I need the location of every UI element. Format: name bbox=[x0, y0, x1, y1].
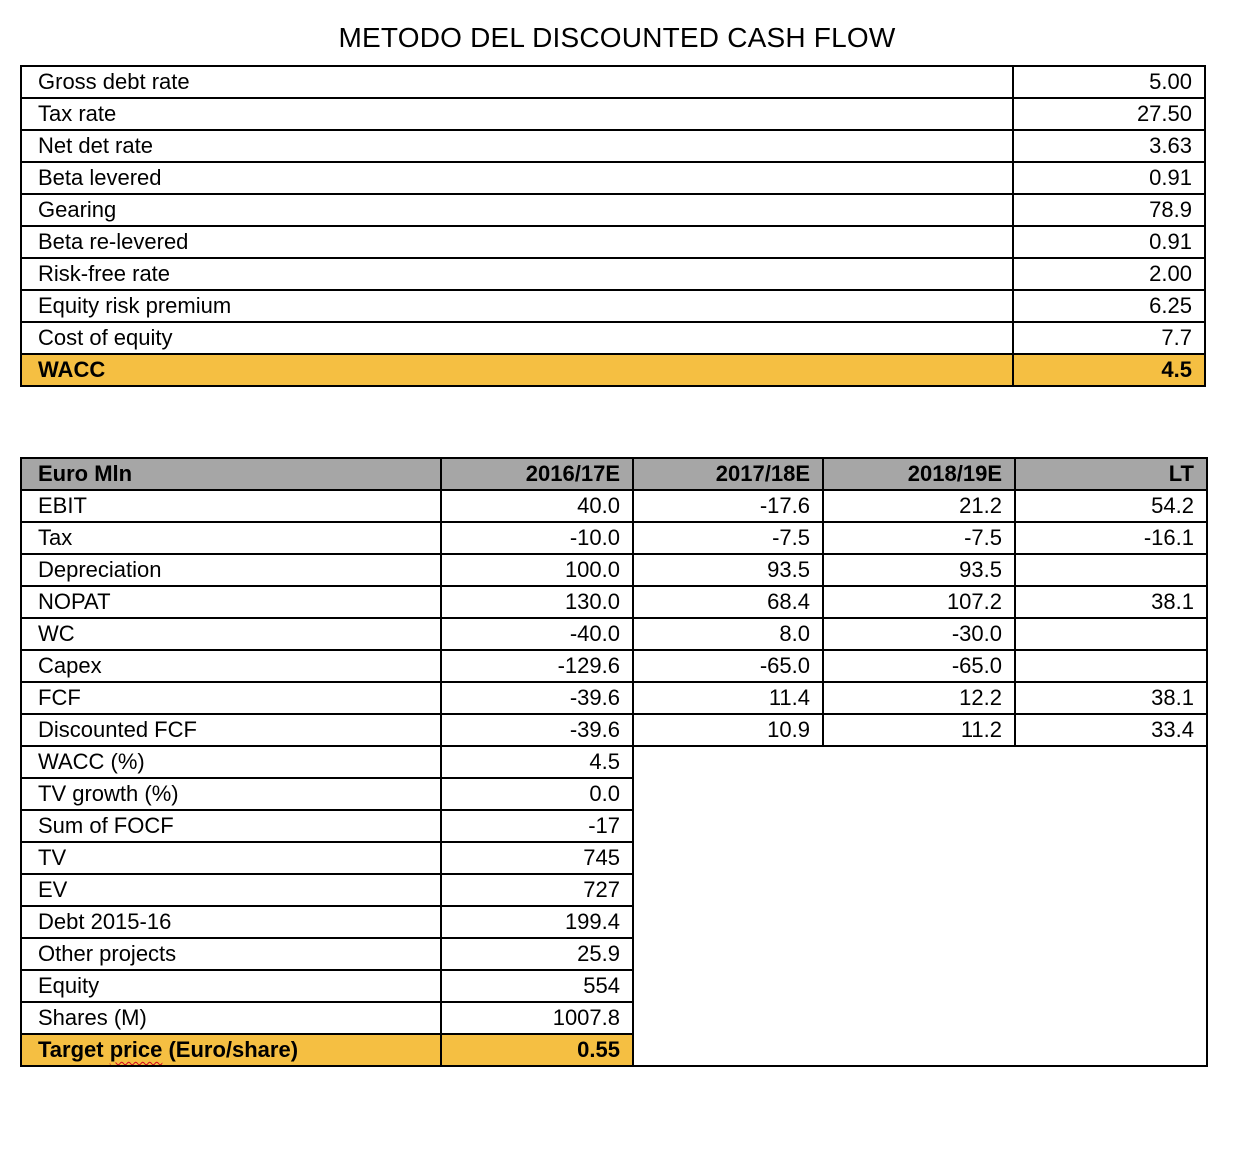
summary-row bbox=[21, 842, 1207, 874]
row-label: Tax rate bbox=[21, 98, 1013, 130]
empty-cell bbox=[633, 1002, 1015, 1034]
dcf-table bbox=[20, 457, 1208, 1067]
column-header: Euro Mln bbox=[21, 458, 441, 490]
cell-value: 93.5 bbox=[823, 554, 1015, 586]
summary-row bbox=[21, 746, 1207, 778]
cell-value: 745 bbox=[441, 842, 633, 874]
row-value: 27.50 bbox=[1013, 98, 1205, 130]
table-row bbox=[21, 490, 1207, 522]
summary-row bbox=[21, 938, 1207, 970]
table-row bbox=[21, 586, 1207, 618]
cell-value: -16.1 bbox=[1015, 522, 1207, 554]
table-row bbox=[21, 290, 1205, 322]
summary-row bbox=[21, 1002, 1207, 1034]
cell-value: 11.4 bbox=[633, 682, 823, 714]
row-label: Depreciation bbox=[21, 554, 441, 586]
cell-value: -17 bbox=[441, 810, 633, 842]
table-row bbox=[21, 226, 1205, 258]
row-label: Cost of equity bbox=[21, 322, 1013, 354]
empty-cell bbox=[1015, 810, 1207, 842]
empty-cell bbox=[1015, 746, 1207, 778]
row-value: 3.63 bbox=[1013, 130, 1205, 162]
wacc-table bbox=[20, 65, 1206, 387]
table-header-row bbox=[21, 458, 1207, 490]
table-row bbox=[21, 322, 1205, 354]
table-row bbox=[21, 554, 1207, 586]
cell-value bbox=[1015, 554, 1207, 586]
row-label: Debt 2015-16 bbox=[21, 906, 441, 938]
cell-value bbox=[1015, 650, 1207, 682]
column-header: LT bbox=[1015, 458, 1207, 490]
target-price-label bbox=[21, 1034, 441, 1066]
cell-value: 12.2 bbox=[823, 682, 1015, 714]
empty-cell bbox=[1015, 778, 1207, 810]
empty-cell bbox=[1015, 938, 1207, 970]
table-row bbox=[21, 162, 1205, 194]
empty-cell bbox=[1015, 1034, 1207, 1066]
cell-value: 130.0 bbox=[441, 586, 633, 618]
row-label: WC bbox=[21, 618, 441, 650]
cell-value: 68.4 bbox=[633, 586, 823, 618]
cell-value bbox=[1015, 618, 1207, 650]
table-row bbox=[21, 66, 1205, 98]
cell-value: -129.6 bbox=[441, 650, 633, 682]
summary-row bbox=[21, 778, 1207, 810]
cell-value: 54.2 bbox=[1015, 490, 1207, 522]
table-row bbox=[21, 618, 1207, 650]
cell-value: 100.0 bbox=[441, 554, 633, 586]
cell-value: 554 bbox=[441, 970, 633, 1002]
target-price-value: 0.55 bbox=[441, 1034, 633, 1066]
row-label: EBIT bbox=[21, 490, 441, 522]
empty-cell bbox=[1015, 874, 1207, 906]
row-label: Equity risk premium bbox=[21, 290, 1013, 322]
row-value: 2.00 bbox=[1013, 258, 1205, 290]
row-label: Discounted FCF bbox=[21, 714, 441, 746]
cell-value: -65.0 bbox=[823, 650, 1015, 682]
spellcheck-flagged-word: price bbox=[109, 1037, 163, 1062]
cell-value: -17.6 bbox=[633, 490, 823, 522]
row-value: 0.91 bbox=[1013, 226, 1205, 258]
column-header: 2017/18E bbox=[633, 458, 823, 490]
table-row bbox=[21, 522, 1207, 554]
label-word: (Euro/share) bbox=[168, 1037, 299, 1062]
row-label: Capex bbox=[21, 650, 441, 682]
row-label: WACC (%) bbox=[21, 746, 441, 778]
table-row bbox=[21, 98, 1205, 130]
cell-value: 38.1 bbox=[1015, 682, 1207, 714]
label-word: Target bbox=[38, 1037, 104, 1062]
empty-cell bbox=[1015, 1002, 1207, 1034]
empty-cell bbox=[633, 1034, 1015, 1066]
cell-value: -30.0 bbox=[823, 618, 1015, 650]
row-value: 7.7 bbox=[1013, 322, 1205, 354]
cell-value: 11.2 bbox=[823, 714, 1015, 746]
row-value: 6.25 bbox=[1013, 290, 1205, 322]
row-label: WACC bbox=[21, 354, 1013, 386]
cell-value: -40.0 bbox=[441, 618, 633, 650]
cell-value: 10.9 bbox=[633, 714, 823, 746]
summary-row bbox=[21, 970, 1207, 1002]
row-label: Beta re-levered bbox=[21, 226, 1013, 258]
row-value: 78.9 bbox=[1013, 194, 1205, 226]
row-label: Gearing bbox=[21, 194, 1013, 226]
cell-value: 33.4 bbox=[1015, 714, 1207, 746]
cell-value: -10.0 bbox=[441, 522, 633, 554]
table-row bbox=[21, 130, 1205, 162]
row-label: Equity bbox=[21, 970, 441, 1002]
cell-value: -39.6 bbox=[441, 714, 633, 746]
row-label: EV bbox=[21, 874, 441, 906]
empty-cell bbox=[633, 842, 1015, 874]
empty-cell bbox=[633, 778, 1015, 810]
empty-cell bbox=[633, 938, 1015, 970]
row-label: Net det rate bbox=[21, 130, 1013, 162]
row-label: FCF bbox=[21, 682, 441, 714]
cell-value: 8.0 bbox=[633, 618, 823, 650]
empty-cell bbox=[1015, 970, 1207, 1002]
cell-value: 38.1 bbox=[1015, 586, 1207, 618]
row-label: Beta levered bbox=[21, 162, 1013, 194]
cell-value: 727 bbox=[441, 874, 633, 906]
empty-cell bbox=[633, 810, 1015, 842]
cell-value: 1007.8 bbox=[441, 1002, 633, 1034]
cell-value: 40.0 bbox=[441, 490, 633, 522]
target-price-row bbox=[21, 1034, 1207, 1066]
wacc-highlight-row bbox=[21, 354, 1205, 386]
row-value: 5.00 bbox=[1013, 66, 1205, 98]
summary-row bbox=[21, 810, 1207, 842]
row-label: Tax bbox=[21, 522, 441, 554]
empty-cell bbox=[633, 906, 1015, 938]
row-label: TV growth (%) bbox=[21, 778, 441, 810]
column-header: 2018/19E bbox=[823, 458, 1015, 490]
row-label: TV bbox=[21, 842, 441, 874]
row-label: Gross debt rate bbox=[21, 66, 1013, 98]
row-value: 4.5 bbox=[1013, 354, 1205, 386]
empty-cell bbox=[633, 970, 1015, 1002]
summary-row bbox=[21, 874, 1207, 906]
cell-value: 21.2 bbox=[823, 490, 1015, 522]
table-row bbox=[21, 258, 1205, 290]
cell-value: 107.2 bbox=[823, 586, 1015, 618]
table-row bbox=[21, 714, 1207, 746]
row-label: Other projects bbox=[21, 938, 441, 970]
cell-value: -7.5 bbox=[633, 522, 823, 554]
cell-value: 93.5 bbox=[633, 554, 823, 586]
column-header: 2016/17E bbox=[441, 458, 633, 490]
empty-cell bbox=[1015, 906, 1207, 938]
empty-cell bbox=[1015, 842, 1207, 874]
cell-value: 0.0 bbox=[441, 778, 633, 810]
row-label: Shares (M) bbox=[21, 1002, 441, 1034]
cell-value: -7.5 bbox=[823, 522, 1015, 554]
page-title: METODO DEL DISCOUNTED CASH FLOW bbox=[338, 22, 896, 53]
cell-value: 25.9 bbox=[441, 938, 633, 970]
empty-cell bbox=[633, 746, 1015, 778]
row-value: 0.91 bbox=[1013, 162, 1205, 194]
cell-value: -65.0 bbox=[633, 650, 823, 682]
cell-value: -39.6 bbox=[441, 682, 633, 714]
row-label: Risk-free rate bbox=[21, 258, 1013, 290]
table-row bbox=[21, 194, 1205, 226]
summary-row bbox=[21, 906, 1207, 938]
row-label: Sum of FOCF bbox=[21, 810, 441, 842]
table-row bbox=[21, 650, 1207, 682]
row-label: NOPAT bbox=[21, 586, 441, 618]
empty-cell bbox=[633, 874, 1015, 906]
cell-value: 4.5 bbox=[441, 746, 633, 778]
table-row bbox=[21, 682, 1207, 714]
cell-value: 199.4 bbox=[441, 906, 633, 938]
